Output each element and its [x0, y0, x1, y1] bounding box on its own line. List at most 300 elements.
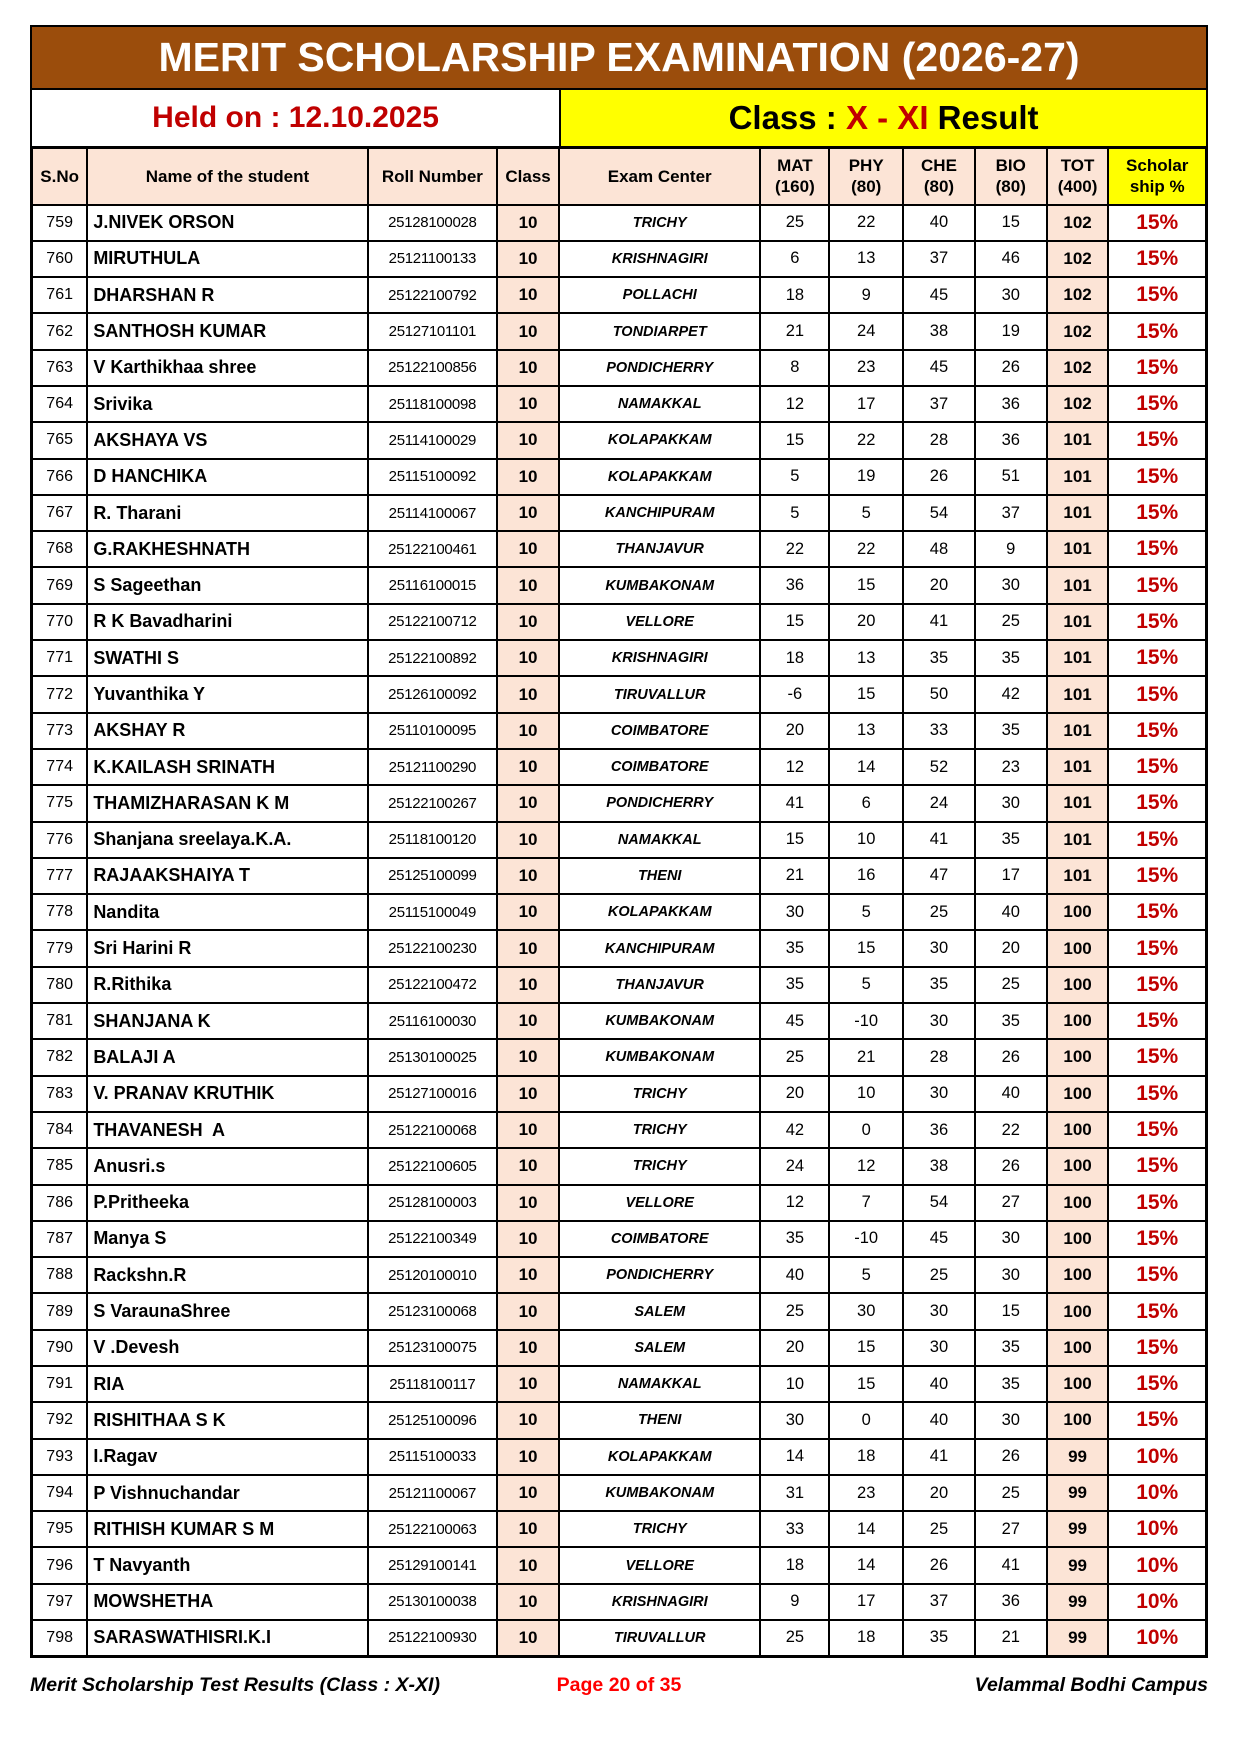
mat-cell: 31	[760, 1475, 829, 1511]
mat-cell: 33	[760, 1511, 829, 1547]
roll-cell: 25122100461	[368, 531, 498, 567]
roll-cell: 25121100290	[368, 749, 498, 785]
name-cell: V .Devesh	[87, 1330, 367, 1366]
sno-cell: 762	[32, 313, 88, 349]
table-row	[32, 277, 1207, 313]
bio-cell: 36	[975, 386, 1047, 422]
sno-cell: 767	[32, 495, 88, 531]
mat-cell: 15	[760, 422, 829, 458]
sno-cell: 768	[32, 531, 88, 567]
scholarship-cell: 15%	[1108, 1003, 1206, 1039]
bio-cell: 25	[975, 967, 1047, 1003]
mat-cell: 22	[760, 531, 829, 567]
exam-center-cell: TIRUVALLUR	[559, 1620, 761, 1656]
sno-cell: 791	[32, 1366, 88, 1402]
name-cell: P.Pritheeka	[87, 1185, 367, 1221]
mat-cell: 21	[760, 858, 829, 894]
name-cell: RISHITHAA S K	[87, 1402, 367, 1438]
exam-center-cell: TRICHY	[559, 1076, 761, 1112]
class-cell: 10	[497, 1112, 559, 1148]
scholarship-cell: 15%	[1108, 422, 1206, 458]
phy-cell: 13	[829, 241, 903, 277]
che-cell: 48	[903, 531, 975, 567]
che-cell: 45	[903, 1221, 975, 1257]
name-cell: SHANJANA K	[87, 1003, 367, 1039]
tot-cell: 102	[1047, 313, 1109, 349]
mat-cell: 18	[760, 277, 829, 313]
scholarship-cell: 15%	[1108, 277, 1206, 313]
footer-report-title: Merit Scholarship Test Results (Class : X-XI)	[30, 1673, 440, 1696]
exam-center-cell: KUMBAKONAM	[559, 1475, 761, 1511]
tot-cell: 100	[1047, 1003, 1109, 1039]
subheader-band	[30, 90, 1208, 146]
name-cell: AKSHAYA VS	[87, 422, 367, 458]
che-cell: 30	[903, 1330, 975, 1366]
tot-cell: 101	[1047, 676, 1109, 712]
scholarship-cell: 15%	[1108, 930, 1206, 966]
che-cell: 24	[903, 785, 975, 821]
class-cell: 10	[497, 422, 559, 458]
scholarship-cell: 10%	[1108, 1584, 1206, 1620]
mat-cell: 35	[760, 1221, 829, 1257]
class-cell: 10	[497, 822, 559, 858]
roll-cell: 25128100003	[368, 1185, 498, 1221]
mat-cell: 20	[760, 713, 829, 749]
sno-cell: 798	[32, 1620, 88, 1656]
che-cell: 41	[903, 604, 975, 640]
phy-cell: 18	[829, 1439, 903, 1475]
class-cell: 10	[497, 1293, 559, 1329]
phy-cell: 22	[829, 531, 903, 567]
col-header-class: Class	[497, 148, 559, 205]
tot-cell: 101	[1047, 567, 1109, 603]
mat-cell: 25	[760, 205, 829, 241]
che-cell: 36	[903, 1112, 975, 1148]
sno-cell: 792	[32, 1402, 88, 1438]
sno-cell: 766	[32, 459, 88, 495]
name-cell: I.Ragav	[87, 1439, 367, 1475]
bio-cell: 40	[975, 1076, 1047, 1112]
exam-center-cell: KOLAPAKKAM	[559, 422, 761, 458]
name-cell: RITHISH KUMAR S M	[87, 1511, 367, 1547]
tot-cell: 99	[1047, 1439, 1109, 1475]
col-header-tot: TOT (400)	[1047, 148, 1109, 205]
name-cell: R. Tharani	[87, 495, 367, 531]
class-cell: 10	[497, 1148, 559, 1184]
footer-campus-name: Velammal Bodhi Campus	[974, 1673, 1208, 1696]
table-row	[32, 1257, 1207, 1293]
roll-cell: 25114100029	[368, 422, 498, 458]
class-cell: 10	[497, 858, 559, 894]
name-cell: MOWSHETHA	[87, 1584, 367, 1620]
class-cell: 10	[497, 277, 559, 313]
scholarship-cell: 15%	[1108, 1112, 1206, 1148]
class-cell: 10	[497, 1221, 559, 1257]
mat-cell: 18	[760, 1547, 829, 1583]
che-cell: 30	[903, 1293, 975, 1329]
tot-cell: 101	[1047, 785, 1109, 821]
class-cell: 10	[497, 386, 559, 422]
roll-cell: 25123100075	[368, 1330, 498, 1366]
bio-cell: 30	[975, 1402, 1047, 1438]
table-row	[32, 1475, 1207, 1511]
che-cell: 37	[903, 386, 975, 422]
scholarship-cell: 15%	[1108, 604, 1206, 640]
mat-cell: 25	[760, 1620, 829, 1656]
name-cell: DHARSHAN R	[87, 277, 367, 313]
bio-cell: 35	[975, 822, 1047, 858]
sno-cell: 781	[32, 1003, 88, 1039]
bio-cell: 30	[975, 785, 1047, 821]
table-row	[32, 676, 1207, 712]
table-row	[32, 1620, 1207, 1656]
sno-cell: 780	[32, 967, 88, 1003]
phy-cell: 16	[829, 858, 903, 894]
name-cell: SARASWATHISRI.K.I	[87, 1620, 367, 1656]
name-cell: R.Rithika	[87, 967, 367, 1003]
table-row	[32, 822, 1207, 858]
bio-cell: 35	[975, 1003, 1047, 1039]
che-cell: 37	[903, 241, 975, 277]
roll-cell: 25122100605	[368, 1148, 498, 1184]
sno-cell: 761	[32, 277, 88, 313]
bio-cell: 25	[975, 604, 1047, 640]
class-cell: 10	[497, 531, 559, 567]
name-cell: RIA	[87, 1366, 367, 1402]
bio-cell: 35	[975, 1366, 1047, 1402]
bio-cell: 36	[975, 1584, 1047, 1620]
mat-cell: 25	[760, 1039, 829, 1075]
class-cell: 10	[497, 1185, 559, 1221]
mat-cell: 45	[760, 1003, 829, 1039]
table-row	[32, 1039, 1207, 1075]
che-cell: 35	[903, 640, 975, 676]
roll-cell: 25114100067	[368, 495, 498, 531]
phy-cell: 9	[829, 277, 903, 313]
class-cell: 10	[497, 459, 559, 495]
class-result-suffix: Result	[928, 99, 1039, 136]
sno-cell: 773	[32, 713, 88, 749]
sno-cell: 788	[32, 1257, 88, 1293]
tot-cell: 100	[1047, 894, 1109, 930]
che-cell: 26	[903, 459, 975, 495]
tot-cell: 100	[1047, 1257, 1109, 1293]
phy-cell: 23	[829, 350, 903, 386]
class-range-text: X - XI	[845, 99, 929, 136]
scholarship-cell: 15%	[1108, 567, 1206, 603]
che-cell: 45	[903, 350, 975, 386]
col-header-bio: BIO (80)	[975, 148, 1047, 205]
phy-cell: 19	[829, 459, 903, 495]
bio-cell: 26	[975, 350, 1047, 386]
name-cell: Anusri.s	[87, 1148, 367, 1184]
mat-cell: 18	[760, 640, 829, 676]
roll-cell: 25115100033	[368, 1439, 498, 1475]
table-header	[32, 148, 1207, 205]
sno-cell: 787	[32, 1221, 88, 1257]
class-result-prefix: Class :	[728, 99, 846, 136]
exam-center-cell: KUMBAKONAM	[559, 1003, 761, 1039]
tot-cell: 102	[1047, 205, 1109, 241]
tot-cell: 100	[1047, 1185, 1109, 1221]
sno-cell: 795	[32, 1511, 88, 1547]
exam-center-cell: COIMBATORE	[559, 749, 761, 785]
che-cell: 26	[903, 1547, 975, 1583]
exam-center-cell: KOLAPAKKAM	[559, 894, 761, 930]
mat-cell: 20	[760, 1076, 829, 1112]
roll-cell: 25129100141	[368, 1547, 498, 1583]
che-cell: 38	[903, 1148, 975, 1184]
class-cell: 10	[497, 1003, 559, 1039]
name-cell: S VaraunaShree	[87, 1293, 367, 1329]
name-cell: BALAJI A	[87, 1039, 367, 1075]
phy-cell: 14	[829, 1511, 903, 1547]
class-cell: 10	[497, 930, 559, 966]
bio-cell: 27	[975, 1511, 1047, 1547]
tot-cell: 100	[1047, 1293, 1109, 1329]
table-row	[32, 313, 1207, 349]
scholarship-cell: 10%	[1108, 1511, 1206, 1547]
page	[30, 25, 1208, 1697]
table-row	[32, 1366, 1207, 1402]
held-on-text: Held on : 12.10.2025	[152, 101, 439, 134]
scholarship-cell: 15%	[1108, 858, 1206, 894]
mat-cell: 30	[760, 894, 829, 930]
che-cell: 25	[903, 894, 975, 930]
tot-cell: 101	[1047, 531, 1109, 567]
name-cell: RAJAAKSHAIYA T	[87, 858, 367, 894]
mat-cell: 9	[760, 1584, 829, 1620]
footer	[30, 1674, 1208, 1697]
exam-center-cell: SALEM	[559, 1293, 761, 1329]
che-cell: 40	[903, 205, 975, 241]
che-cell: 30	[903, 930, 975, 966]
roll-cell: 25127101101	[368, 313, 498, 349]
table-row	[32, 1439, 1207, 1475]
che-cell: 47	[903, 858, 975, 894]
sno-cell: 794	[32, 1475, 88, 1511]
mat-cell: 12	[760, 1185, 829, 1221]
bio-cell: 51	[975, 459, 1047, 495]
che-cell: 33	[903, 713, 975, 749]
roll-cell: 25122100930	[368, 1620, 498, 1656]
scholarship-cell: 15%	[1108, 822, 1206, 858]
mat-cell: -6	[760, 676, 829, 712]
che-cell: 41	[903, 1439, 975, 1475]
class-cell: 10	[497, 1475, 559, 1511]
class-cell: 10	[497, 967, 559, 1003]
class-cell: 10	[497, 205, 559, 241]
name-cell: P Vishnuchandar	[87, 1475, 367, 1511]
che-cell: 37	[903, 1584, 975, 1620]
table-row	[32, 531, 1207, 567]
che-cell: 40	[903, 1402, 975, 1438]
tot-cell: 100	[1047, 1039, 1109, 1075]
che-cell: 40	[903, 1366, 975, 1402]
sno-cell: 765	[32, 422, 88, 458]
exam-center-cell: TRICHY	[559, 1511, 761, 1547]
col-header-sno: S.No	[32, 148, 88, 205]
name-cell: Shanjana sreelaya.K.A.	[87, 822, 367, 858]
mat-cell: 40	[760, 1257, 829, 1293]
bio-cell: 9	[975, 531, 1047, 567]
tot-cell: 101	[1047, 495, 1109, 531]
che-cell: 25	[903, 1257, 975, 1293]
table-row	[32, 967, 1207, 1003]
class-cell: 10	[497, 894, 559, 930]
roll-cell: 25130100038	[368, 1584, 498, 1620]
sno-cell: 793	[32, 1439, 88, 1475]
sno-cell: 783	[32, 1076, 88, 1112]
footer-page-number: Page 20 of 35	[556, 1673, 682, 1696]
bio-cell: 23	[975, 749, 1047, 785]
exam-center-cell: TIRUVALLUR	[559, 676, 761, 712]
col-header-phy: PHY (80)	[829, 148, 903, 205]
name-cell: Sri Harini R	[87, 930, 367, 966]
table-row	[32, 713, 1207, 749]
bio-cell: 36	[975, 422, 1047, 458]
tot-cell: 100	[1047, 1076, 1109, 1112]
title-banner	[30, 25, 1208, 90]
sno-cell: 771	[32, 640, 88, 676]
bio-cell: 17	[975, 858, 1047, 894]
scholarship-cell: 15%	[1108, 241, 1206, 277]
col-header-roll: Roll Number	[368, 148, 498, 205]
exam-center-cell: VELLORE	[559, 604, 761, 640]
class-result-cell	[559, 90, 1206, 146]
sno-cell: 760	[32, 241, 88, 277]
table-row	[32, 749, 1207, 785]
sno-cell: 784	[32, 1112, 88, 1148]
name-cell: Nandita	[87, 894, 367, 930]
class-cell: 10	[497, 495, 559, 531]
roll-cell: 25125100096	[368, 1402, 498, 1438]
phy-cell: 22	[829, 205, 903, 241]
bio-cell: 21	[975, 1620, 1047, 1656]
phy-cell: 7	[829, 1185, 903, 1221]
header-row	[32, 148, 1207, 205]
tot-cell: 102	[1047, 241, 1109, 277]
table-row	[32, 1148, 1207, 1184]
scholarship-cell: 15%	[1108, 531, 1206, 567]
class-cell: 10	[497, 1076, 559, 1112]
name-cell: D HANCHIKA	[87, 459, 367, 495]
scholarship-cell: 10%	[1108, 1439, 1206, 1475]
roll-cell: 25122100892	[368, 640, 498, 676]
class-cell: 10	[497, 604, 559, 640]
table-row	[32, 1185, 1207, 1221]
phy-cell: 30	[829, 1293, 903, 1329]
bio-cell: 40	[975, 894, 1047, 930]
che-cell: 20	[903, 1475, 975, 1511]
roll-cell: 25122100267	[368, 785, 498, 821]
table-row	[32, 205, 1207, 241]
exam-center-cell: TRICHY	[559, 1112, 761, 1148]
mat-cell: 30	[760, 1402, 829, 1438]
scholarship-cell: 15%	[1108, 1076, 1206, 1112]
roll-cell: 25118100120	[368, 822, 498, 858]
bio-cell: 22	[975, 1112, 1047, 1148]
phy-cell: 14	[829, 1547, 903, 1583]
mat-cell: 12	[760, 749, 829, 785]
table-row	[32, 1547, 1207, 1583]
table-row	[32, 894, 1207, 930]
mat-cell: 35	[760, 967, 829, 1003]
scholarship-cell: 10%	[1108, 1475, 1206, 1511]
scholarship-cell: 10%	[1108, 1547, 1206, 1583]
name-cell: V Karthikhaa shree	[87, 350, 367, 386]
table-row	[32, 1221, 1207, 1257]
name-cell: MIRUTHULA	[87, 241, 367, 277]
results-table	[30, 146, 1208, 1658]
table-row	[32, 604, 1207, 640]
class-cell: 10	[497, 1511, 559, 1547]
bio-cell: 26	[975, 1148, 1047, 1184]
tot-cell: 99	[1047, 1547, 1109, 1583]
bio-cell: 35	[975, 1330, 1047, 1366]
tot-cell: 99	[1047, 1584, 1109, 1620]
exam-center-cell: SALEM	[559, 1330, 761, 1366]
mat-cell: 15	[760, 822, 829, 858]
che-cell: 30	[903, 1003, 975, 1039]
name-cell: T Navyanth	[87, 1547, 367, 1583]
col-header-exam-center: Exam Center	[559, 148, 761, 205]
exam-center-cell: TRICHY	[559, 205, 761, 241]
class-cell: 10	[497, 1366, 559, 1402]
class-cell: 10	[497, 1584, 559, 1620]
exam-center-cell: KANCHIPURAM	[559, 930, 761, 966]
class-cell: 10	[497, 313, 559, 349]
mat-cell: 15	[760, 604, 829, 640]
phy-cell: 14	[829, 749, 903, 785]
roll-cell: 25110100095	[368, 713, 498, 749]
roll-cell: 25130100025	[368, 1039, 498, 1075]
name-cell: Rackshn.R	[87, 1257, 367, 1293]
sno-cell: 763	[32, 350, 88, 386]
phy-cell: 15	[829, 567, 903, 603]
sno-cell: 797	[32, 1584, 88, 1620]
class-cell: 10	[497, 1620, 559, 1656]
roll-cell: 25122100063	[368, 1511, 498, 1547]
phy-cell: -10	[829, 1003, 903, 1039]
mat-cell: 6	[760, 241, 829, 277]
sno-cell: 777	[32, 858, 88, 894]
scholarship-cell: 15%	[1108, 640, 1206, 676]
tot-cell: 101	[1047, 422, 1109, 458]
sno-cell: 769	[32, 567, 88, 603]
exam-center-cell: TONDIARPET	[559, 313, 761, 349]
bio-cell: 20	[975, 930, 1047, 966]
tot-cell: 101	[1047, 822, 1109, 858]
exam-center-cell: KANCHIPURAM	[559, 495, 761, 531]
roll-cell: 25115100092	[368, 459, 498, 495]
sno-cell: 789	[32, 1293, 88, 1329]
page-title: MERIT SCHOLARSHIP EXAMINATION (2026-27)	[158, 34, 1080, 80]
che-cell: 50	[903, 676, 975, 712]
mat-cell: 5	[760, 459, 829, 495]
phy-cell: 21	[829, 1039, 903, 1075]
tot-cell: 99	[1047, 1475, 1109, 1511]
che-cell: 52	[903, 749, 975, 785]
phy-cell: 24	[829, 313, 903, 349]
table-row	[32, 386, 1207, 422]
mat-cell: 21	[760, 313, 829, 349]
name-cell: SANTHOSH KUMAR	[87, 313, 367, 349]
scholarship-cell: 10%	[1108, 1620, 1206, 1656]
class-cell: 10	[497, 1257, 559, 1293]
mat-cell: 24	[760, 1148, 829, 1184]
mat-cell: 41	[760, 785, 829, 821]
